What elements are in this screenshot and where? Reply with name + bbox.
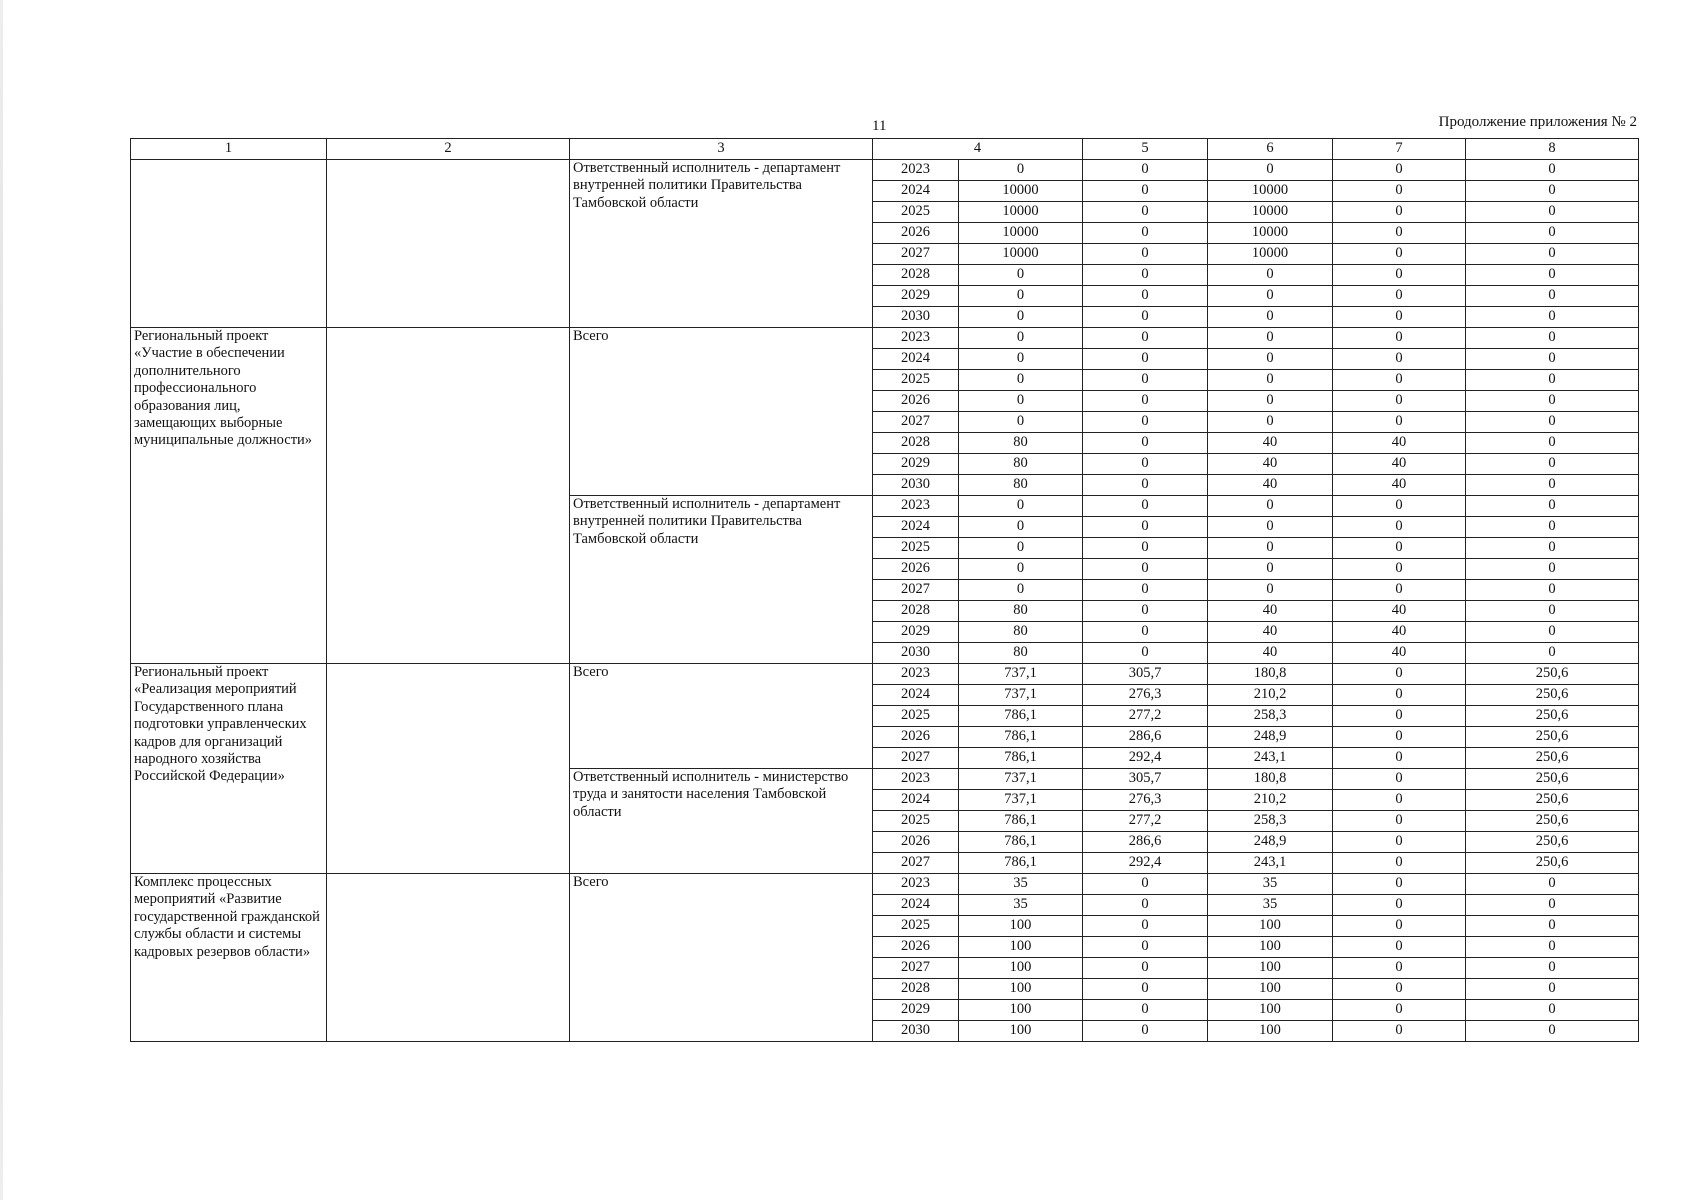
value-cell: 0 [959, 307, 1083, 328]
value-cell: 100 [1208, 979, 1333, 1000]
value-cell: 0 [959, 412, 1083, 433]
value-cell: 305,7 [1083, 769, 1208, 790]
value-cell: 0 [1333, 664, 1466, 685]
value-cell: 0 [1333, 748, 1466, 769]
value-cell: 0 [1083, 265, 1208, 286]
year-cell: 2027 [873, 853, 959, 874]
value-cell: 0 [1333, 496, 1466, 517]
column-header: 1 [131, 139, 327, 160]
year-cell: 2030 [873, 643, 959, 664]
value-cell: 0 [1333, 223, 1466, 244]
value-cell: 40 [1208, 622, 1333, 643]
project-name-cell: Региональный проект «Реализация мероприятий Государственного плана подготовки управленческих кадров для организаций народного хозяйства Российской Федерации» [131, 664, 327, 874]
year-cell: 2030 [873, 475, 959, 496]
value-cell: 0 [959, 160, 1083, 181]
value-cell: 0 [1333, 580, 1466, 601]
value-cell: 80 [959, 601, 1083, 622]
value-cell: 0 [1333, 916, 1466, 937]
year-cell: 2026 [873, 727, 959, 748]
continuation-label: Продолжение приложения № 2 [1438, 114, 1637, 130]
value-cell: 0 [1083, 433, 1208, 454]
value-cell: 0 [1466, 202, 1639, 223]
year-cell: 2027 [873, 748, 959, 769]
year-cell: 2027 [873, 958, 959, 979]
project-name-cell: Комплекс процессных мероприятий «Развитие государственной гражданской службы области и системы кадровых резервов области» [131, 874, 327, 1042]
value-cell: 0 [1333, 685, 1466, 706]
value-cell: 250,6 [1466, 664, 1639, 685]
value-cell: 248,9 [1208, 832, 1333, 853]
value-cell: 0 [1208, 538, 1333, 559]
value-cell: 0 [1466, 328, 1639, 349]
value-cell: 0 [1333, 811, 1466, 832]
value-cell: 0 [1333, 790, 1466, 811]
value-cell: 0 [1466, 349, 1639, 370]
value-cell: 40 [1333, 433, 1466, 454]
value-cell: 0 [1083, 937, 1208, 958]
value-cell: 0 [1333, 181, 1466, 202]
column-2-cell [327, 664, 570, 874]
year-cell: 2025 [873, 811, 959, 832]
value-cell: 0 [1466, 559, 1639, 580]
value-cell: 10000 [959, 244, 1083, 265]
value-cell: 40 [1333, 454, 1466, 475]
value-cell: 0 [1333, 307, 1466, 328]
value-cell: 0 [1466, 181, 1639, 202]
value-cell: 0 [1333, 769, 1466, 790]
executor-cell: Всего [570, 328, 873, 496]
value-cell: 0 [1083, 559, 1208, 580]
year-cell: 2024 [873, 181, 959, 202]
project-name-cell: Региональный проект «Участие в обеспечении дополнительного профессионального образования лиц, замещающих выборные муниципальные должности» [131, 328, 327, 664]
value-cell: 0 [959, 328, 1083, 349]
value-cell: 100 [959, 979, 1083, 1000]
value-cell: 0 [1208, 496, 1333, 517]
value-cell: 286,6 [1083, 727, 1208, 748]
value-cell: 0 [1333, 328, 1466, 349]
value-cell: 0 [1466, 916, 1639, 937]
value-cell: 0 [1083, 622, 1208, 643]
value-cell: 250,6 [1466, 853, 1639, 874]
value-cell: 0 [1208, 307, 1333, 328]
year-cell: 2028 [873, 979, 959, 1000]
value-cell: 786,1 [959, 706, 1083, 727]
value-cell: 0 [1083, 391, 1208, 412]
value-cell: 737,1 [959, 790, 1083, 811]
value-cell: 0 [1083, 979, 1208, 1000]
value-cell: 10000 [959, 181, 1083, 202]
value-cell: 0 [1333, 286, 1466, 307]
value-cell: 0 [959, 517, 1083, 538]
value-cell: 10000 [959, 202, 1083, 223]
value-cell: 210,2 [1208, 685, 1333, 706]
value-cell: 276,3 [1083, 790, 1208, 811]
value-cell: 0 [1333, 706, 1466, 727]
value-cell: 0 [1083, 1000, 1208, 1021]
value-cell: 0 [1208, 412, 1333, 433]
value-cell: 80 [959, 433, 1083, 454]
value-cell: 0 [1083, 958, 1208, 979]
value-cell: 258,3 [1208, 706, 1333, 727]
value-cell: 10000 [1208, 202, 1333, 223]
value-cell: 737,1 [959, 664, 1083, 685]
value-cell: 250,6 [1466, 727, 1639, 748]
year-cell: 2026 [873, 832, 959, 853]
value-cell: 0 [1208, 580, 1333, 601]
year-cell: 2030 [873, 1021, 959, 1042]
value-cell: 0 [1083, 916, 1208, 937]
value-cell: 0 [1333, 202, 1466, 223]
value-cell: 0 [1208, 370, 1333, 391]
value-cell: 100 [959, 958, 1083, 979]
value-cell: 100 [959, 1000, 1083, 1021]
year-cell: 2026 [873, 391, 959, 412]
value-cell: 0 [1333, 874, 1466, 895]
value-cell: 0 [1466, 937, 1639, 958]
table-body [131, 160, 1639, 1042]
value-cell: 35 [959, 874, 1083, 895]
value-cell: 10000 [1208, 244, 1333, 265]
value-cell: 0 [1466, 160, 1639, 181]
value-cell: 210,2 [1208, 790, 1333, 811]
column-header: 2 [327, 139, 570, 160]
value-cell: 0 [1208, 391, 1333, 412]
value-cell: 180,8 [1208, 664, 1333, 685]
project-name-cell [131, 160, 327, 328]
value-cell: 786,1 [959, 811, 1083, 832]
year-cell: 2025 [873, 370, 959, 391]
value-cell: 0 [1466, 601, 1639, 622]
value-cell: 737,1 [959, 685, 1083, 706]
value-cell: 180,8 [1208, 769, 1333, 790]
executor-cell: Ответственный исполнитель - министерство труда и занятости населения Тамбовской области [570, 769, 873, 874]
value-cell: 100 [1208, 916, 1333, 937]
year-cell: 2023 [873, 664, 959, 685]
year-cell: 2027 [873, 412, 959, 433]
value-cell: 0 [1466, 643, 1639, 664]
value-cell: 35 [959, 895, 1083, 916]
scan-edge [0, 0, 3, 1200]
value-cell: 100 [959, 916, 1083, 937]
value-cell: 0 [1208, 265, 1333, 286]
value-cell: 248,9 [1208, 727, 1333, 748]
executor-cell: Ответственный исполнитель - департамент внутренней политики Правительства Тамбовской области [570, 160, 873, 328]
value-cell: 0 [1333, 895, 1466, 916]
value-cell: 0 [1333, 958, 1466, 979]
value-cell: 40 [1208, 475, 1333, 496]
value-cell: 243,1 [1208, 748, 1333, 769]
value-cell: 0 [1333, 979, 1466, 1000]
column-header: 6 [1208, 139, 1333, 160]
value-cell: 0 [1208, 328, 1333, 349]
year-cell: 2025 [873, 706, 959, 727]
value-cell: 0 [1333, 349, 1466, 370]
value-cell: 0 [1083, 538, 1208, 559]
value-cell: 737,1 [959, 769, 1083, 790]
value-cell: 0 [1466, 958, 1639, 979]
column-header: 7 [1333, 139, 1466, 160]
value-cell: 80 [959, 454, 1083, 475]
year-cell: 2026 [873, 559, 959, 580]
column-header: 5 [1083, 139, 1208, 160]
year-cell: 2026 [873, 223, 959, 244]
value-cell: 0 [1466, 895, 1639, 916]
year-cell: 2023 [873, 496, 959, 517]
value-cell: 0 [1333, 1021, 1466, 1042]
value-cell: 0 [1333, 559, 1466, 580]
year-cell: 2028 [873, 601, 959, 622]
value-cell: 40 [1333, 475, 1466, 496]
value-cell: 0 [1083, 202, 1208, 223]
column-header: 8 [1466, 139, 1639, 160]
value-cell: 0 [1466, 580, 1639, 601]
value-cell: 80 [959, 643, 1083, 664]
year-cell: 2027 [873, 244, 959, 265]
executor-cell: Всего [570, 664, 873, 769]
value-cell: 0 [959, 265, 1083, 286]
value-cell: 40 [1208, 601, 1333, 622]
page-number: 11 [872, 118, 887, 134]
column-2-cell [327, 874, 570, 1042]
year-cell: 2028 [873, 265, 959, 286]
value-cell: 35 [1208, 895, 1333, 916]
value-cell: 40 [1333, 643, 1466, 664]
table-row [131, 160, 1639, 181]
value-cell: 0 [1083, 349, 1208, 370]
value-cell: 0 [1083, 1021, 1208, 1042]
value-cell: 0 [1208, 559, 1333, 580]
value-cell: 0 [959, 349, 1083, 370]
value-cell: 0 [1333, 538, 1466, 559]
value-cell: 786,1 [959, 727, 1083, 748]
value-cell: 0 [1083, 517, 1208, 538]
value-cell: 0 [1333, 937, 1466, 958]
value-cell: 80 [959, 622, 1083, 643]
value-cell: 0 [1083, 475, 1208, 496]
value-cell: 292,4 [1083, 853, 1208, 874]
value-cell: 0 [1083, 244, 1208, 265]
year-cell: 2024 [873, 517, 959, 538]
value-cell: 0 [1466, 412, 1639, 433]
value-cell: 0 [1083, 496, 1208, 517]
value-cell: 0 [1333, 265, 1466, 286]
column-header: 3 [570, 139, 873, 160]
table-row [131, 664, 1639, 685]
value-cell: 250,6 [1466, 811, 1639, 832]
value-cell: 0 [1333, 517, 1466, 538]
year-cell: 2025 [873, 916, 959, 937]
value-cell: 0 [1208, 517, 1333, 538]
value-cell: 0 [1466, 874, 1639, 895]
year-cell: 2029 [873, 454, 959, 475]
value-cell: 786,1 [959, 832, 1083, 853]
value-cell: 0 [1333, 412, 1466, 433]
column-2-cell [327, 328, 570, 664]
value-cell: 0 [1333, 853, 1466, 874]
value-cell: 0 [1466, 244, 1639, 265]
budget-table [130, 138, 1639, 1042]
value-cell: 0 [1333, 832, 1466, 853]
value-cell: 0 [1466, 391, 1639, 412]
value-cell: 100 [1208, 1000, 1333, 1021]
year-cell: 2024 [873, 685, 959, 706]
value-cell: 0 [1466, 979, 1639, 1000]
value-cell: 258,3 [1208, 811, 1333, 832]
value-cell: 250,6 [1466, 790, 1639, 811]
value-cell: 0 [1466, 475, 1639, 496]
value-cell: 250,6 [1466, 706, 1639, 727]
value-cell: 40 [1208, 643, 1333, 664]
year-cell: 2030 [873, 307, 959, 328]
value-cell: 0 [1083, 160, 1208, 181]
column-header: 4 [873, 139, 1083, 160]
value-cell: 0 [1083, 874, 1208, 895]
year-cell: 2026 [873, 937, 959, 958]
value-cell: 0 [959, 370, 1083, 391]
value-cell: 0 [959, 559, 1083, 580]
value-cell: 0 [1466, 1000, 1639, 1021]
value-cell: 0 [1083, 223, 1208, 244]
value-cell: 0 [1083, 307, 1208, 328]
year-cell: 2029 [873, 1000, 959, 1021]
value-cell: 100 [1208, 1021, 1333, 1042]
value-cell: 0 [1083, 601, 1208, 622]
year-cell: 2024 [873, 349, 959, 370]
value-cell: 0 [1333, 1000, 1466, 1021]
value-cell: 10000 [959, 223, 1083, 244]
value-cell: 0 [959, 391, 1083, 412]
value-cell: 0 [1083, 328, 1208, 349]
value-cell: 0 [1083, 580, 1208, 601]
value-cell: 40 [1208, 433, 1333, 454]
column-2-cell [327, 160, 570, 328]
value-cell: 0 [1466, 286, 1639, 307]
executor-cell: Ответственный исполнитель - департамент внутренней политики Правительства Тамбовской области [570, 496, 873, 664]
value-cell: 10000 [1208, 223, 1333, 244]
value-cell: 0 [1083, 370, 1208, 391]
year-cell: 2023 [873, 328, 959, 349]
value-cell: 0 [1466, 223, 1639, 244]
year-cell: 2023 [873, 160, 959, 181]
value-cell: 286,6 [1083, 832, 1208, 853]
value-cell: 100 [959, 937, 1083, 958]
value-cell: 0 [1333, 391, 1466, 412]
year-cell: 2024 [873, 895, 959, 916]
value-cell: 40 [1333, 622, 1466, 643]
value-cell: 0 [1466, 496, 1639, 517]
year-cell: 2028 [873, 433, 959, 454]
value-cell: 0 [1083, 454, 1208, 475]
value-cell: 0 [1466, 622, 1639, 643]
value-cell: 10000 [1208, 181, 1333, 202]
value-cell: 0 [1083, 412, 1208, 433]
table-row [131, 874, 1639, 895]
value-cell: 0 [1333, 370, 1466, 391]
table-row [131, 328, 1639, 349]
year-cell: 2029 [873, 286, 959, 307]
year-cell: 2024 [873, 790, 959, 811]
value-cell: 0 [1083, 643, 1208, 664]
value-cell: 0 [1466, 307, 1639, 328]
value-cell: 305,7 [1083, 664, 1208, 685]
value-cell: 0 [1208, 160, 1333, 181]
value-cell: 0 [1208, 286, 1333, 307]
value-cell: 0 [1466, 265, 1639, 286]
value-cell: 40 [1208, 454, 1333, 475]
value-cell: 277,2 [1083, 811, 1208, 832]
value-cell: 0 [1466, 517, 1639, 538]
value-cell: 0 [1333, 244, 1466, 265]
value-cell: 100 [959, 1021, 1083, 1042]
column-header-row [131, 139, 1639, 160]
value-cell: 0 [1466, 1021, 1639, 1042]
value-cell: 250,6 [1466, 832, 1639, 853]
value-cell: 0 [959, 538, 1083, 559]
year-cell: 2029 [873, 622, 959, 643]
value-cell: 250,6 [1466, 685, 1639, 706]
year-cell: 2023 [873, 874, 959, 895]
value-cell: 100 [1208, 958, 1333, 979]
value-cell: 0 [1333, 727, 1466, 748]
value-cell: 786,1 [959, 853, 1083, 874]
value-cell: 0 [1466, 454, 1639, 475]
year-cell: 2027 [873, 580, 959, 601]
value-cell: 277,2 [1083, 706, 1208, 727]
value-cell: 0 [1466, 433, 1639, 454]
year-cell: 2025 [873, 202, 959, 223]
value-cell: 0 [1083, 181, 1208, 202]
value-cell: 292,4 [1083, 748, 1208, 769]
value-cell: 0 [959, 580, 1083, 601]
value-cell: 0 [1466, 538, 1639, 559]
executor-cell: Всего [570, 874, 873, 1042]
value-cell: 0 [1083, 895, 1208, 916]
value-cell: 0 [959, 496, 1083, 517]
value-cell: 276,3 [1083, 685, 1208, 706]
value-cell: 0 [959, 286, 1083, 307]
year-cell: 2025 [873, 538, 959, 559]
value-cell: 0 [1466, 370, 1639, 391]
year-cell: 2023 [873, 769, 959, 790]
value-cell: 80 [959, 475, 1083, 496]
value-cell: 100 [1208, 937, 1333, 958]
value-cell: 250,6 [1466, 769, 1639, 790]
value-cell: 243,1 [1208, 853, 1333, 874]
value-cell: 35 [1208, 874, 1333, 895]
value-cell: 786,1 [959, 748, 1083, 769]
value-cell: 0 [1333, 160, 1466, 181]
value-cell: 250,6 [1466, 748, 1639, 769]
value-cell: 0 [1208, 349, 1333, 370]
value-cell: 40 [1333, 601, 1466, 622]
value-cell: 0 [1083, 286, 1208, 307]
